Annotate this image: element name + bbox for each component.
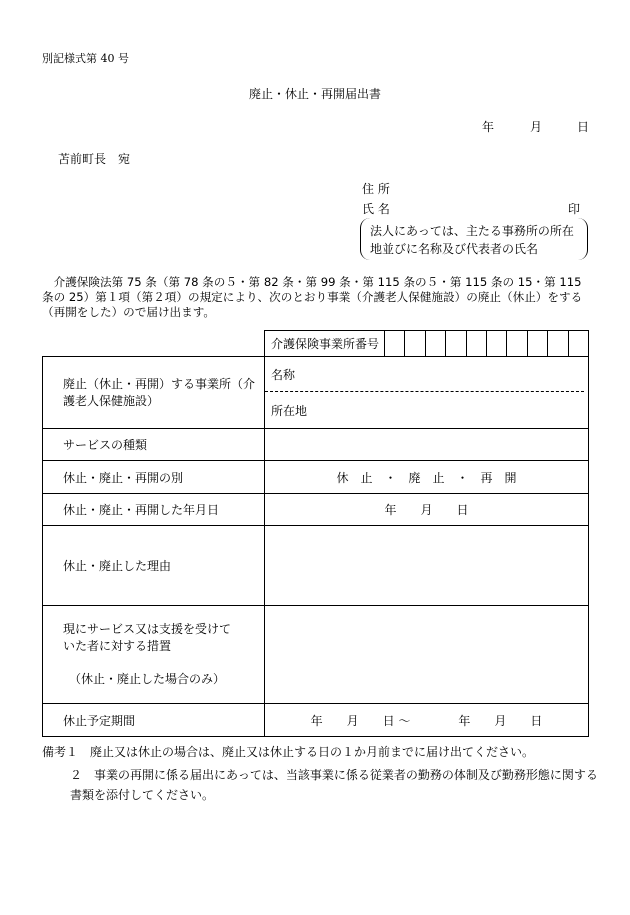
facility-name-label: 名称	[265, 357, 584, 392]
name-label: 氏 名	[362, 202, 390, 216]
period-label: 休止予定期間	[43, 704, 265, 737]
digit-box[interactable]	[487, 331, 507, 356]
type-options[interactable]: 休 止 ・ 廃 止 ・ 再 開	[265, 461, 589, 494]
date-value[interactable]: 年 月 日	[265, 494, 589, 526]
seal-mark: 印	[568, 202, 581, 216]
facility-label: 廃止（休止・再開）する事業所（介護老人保健施設）	[43, 357, 265, 429]
digit-box[interactable]	[528, 331, 548, 356]
addressee: 苫前町長 宛	[58, 152, 131, 166]
digit-box[interactable]	[446, 331, 466, 356]
service-type-cell[interactable]	[265, 429, 589, 461]
date-label: 休止・廃止・再開した年月日	[43, 494, 265, 526]
reason-label: 休止・廃止した理由	[43, 526, 265, 606]
note-1: 備考１ 廃止又は休止の場合は、廃止又は休止する日の１か月前までに届け出てください。	[42, 745, 535, 759]
type-label: 休止・廃止・再開の別	[43, 461, 265, 494]
date-year-label: 年	[482, 120, 495, 134]
notification-form-table	[42, 330, 589, 737]
facility-location-label: 所在地	[271, 403, 308, 418]
measures-label: 現にサービス又は支援を受けていた者に対する措置	[63, 622, 232, 653]
date-day-label: 日	[577, 120, 590, 134]
measures-label-cell	[43, 606, 265, 704]
date-month-label: 月	[530, 120, 543, 134]
office-number-label: 介護保険事業所番号	[265, 331, 385, 356]
digit-box[interactable]	[426, 331, 446, 356]
reason-cell[interactable]	[265, 526, 589, 606]
digit-box[interactable]	[548, 331, 568, 356]
note-2: ２ 事業の再開に係る届出にあっては、当該事業に係る従業者の勤務の体制及び勤務形態に関する書類を添付してください。	[70, 768, 598, 802]
digit-box[interactable]	[569, 331, 588, 356]
period-value[interactable]: 年 月 日 〜 年 月 日	[265, 704, 589, 737]
corp-note: 法人にあっては、主たる事務所の所在地並びに名称及び代表者の氏名	[370, 224, 574, 256]
office-number-row	[265, 331, 589, 357]
blank-cell	[43, 331, 265, 357]
service-type-label: サービスの種類	[43, 429, 265, 461]
address-label: 住 所	[362, 182, 390, 196]
form-number: 別記様式第 40 号	[42, 52, 129, 65]
measures-sub: （休止・廃止した場合のみ）	[69, 672, 226, 686]
facility-info-cell[interactable]	[265, 357, 589, 429]
digit-box[interactable]	[507, 331, 527, 356]
body-text: 介護保険法第 75 条（第 78 条の５・第 82 条・第 99 条・第 115 条の５・第 115 条の 15・第 115 条の 25）第１項（第２項）の規定により、次のとおり事業（介護老人保健施設）の廃止（休止）をする（再開をした）ので届け出ます。	[42, 275, 583, 319]
digit-box[interactable]	[467, 331, 487, 356]
measures-cell[interactable]	[265, 606, 589, 704]
digit-box[interactable]	[405, 331, 425, 356]
document-title: 廃止・休止・再開届出書	[248, 87, 381, 101]
digit-box[interactable]	[385, 331, 405, 356]
